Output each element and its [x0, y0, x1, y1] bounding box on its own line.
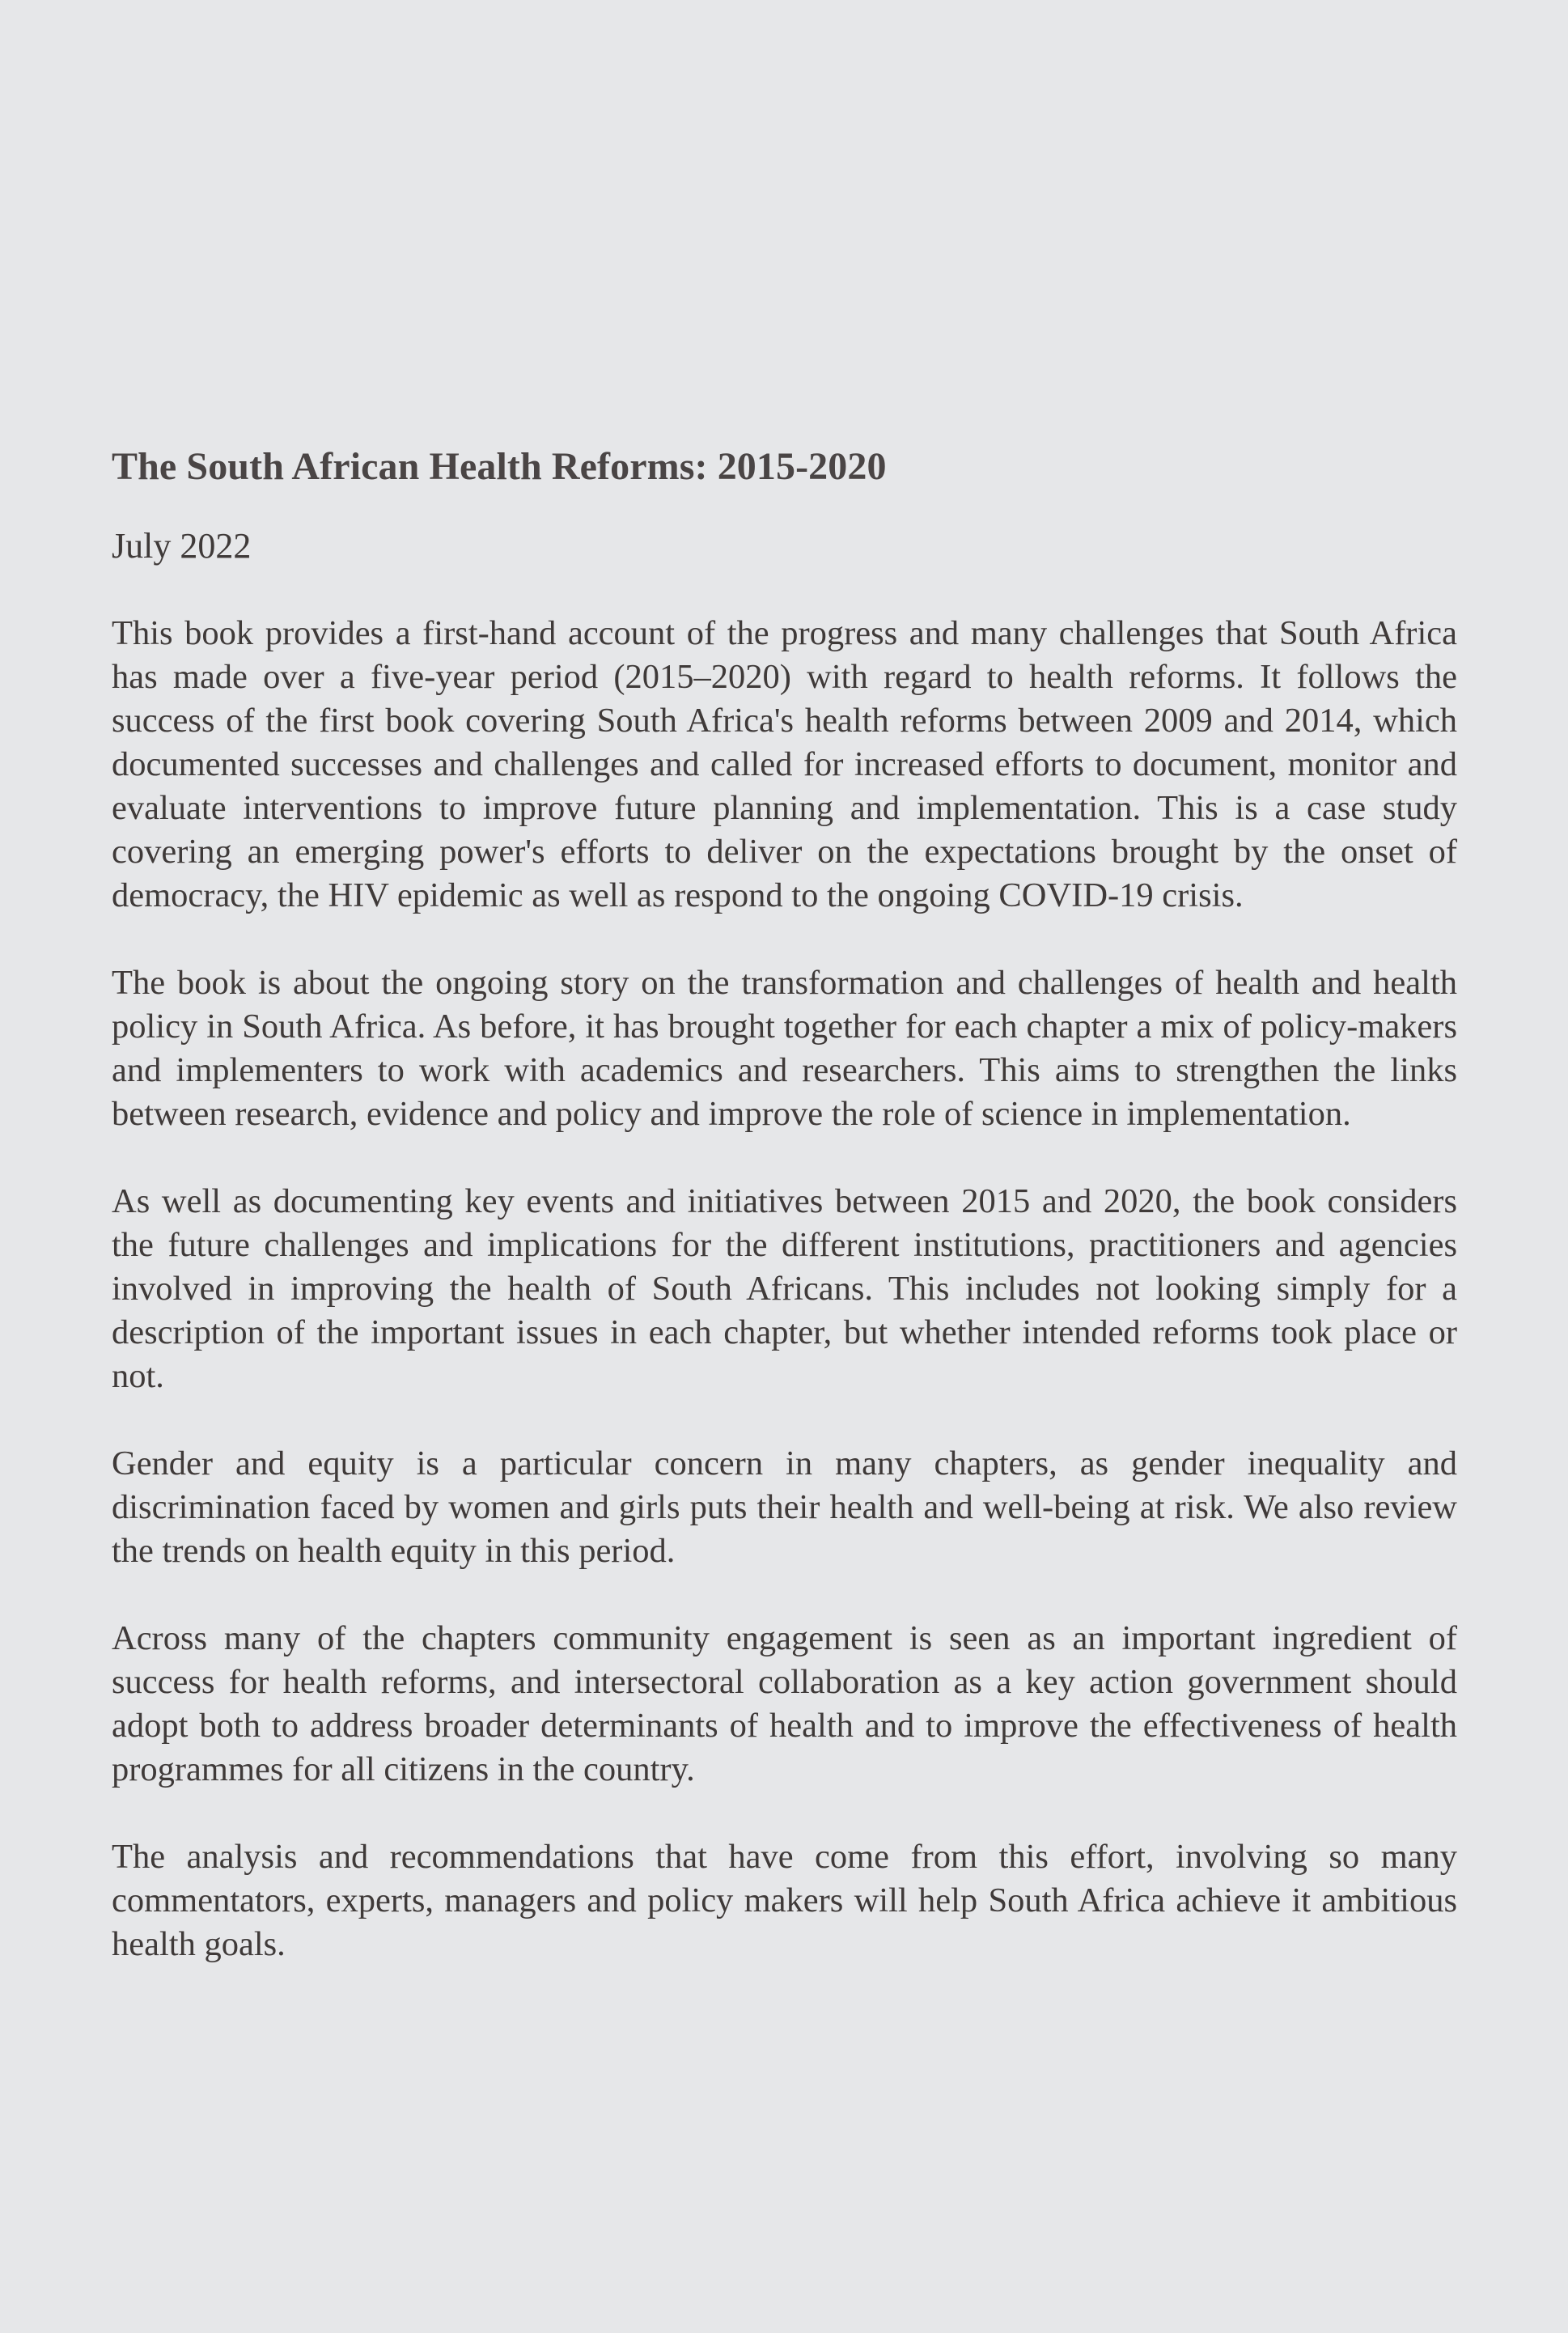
- paragraph-community-engagement: Across many of the chapters community engagement is seen as an important ingredient of success for health reforms, and intersectoral collaboration as a key action government should adopt both to address broader determinants of health and to improve the effectiveness of health programmes for all citizens in the country.: [112, 1619, 1457, 1788]
- paragraph-intro: This book provides a first-hand account of the progress and many challenges that South Africa has made over a five-year period (2015–2020) with regard to health reforms. It follows the success of the first book covering South Africa's health reforms between 2009 and 2014, which documented successes and challenges and called for increased efforts to document, monitor and evaluate interventions to improve future planning and implementation. This is a case study covering an emerging power's efforts to deliver on the expectations brought by the onset of democracy, the HIV epidemic as well as respond to the ongoing COVID-19 crisis.: [112, 614, 1457, 914]
- document-page: [112, 437, 1457, 1966]
- paragraph-gender-equity: Gender and equity is a particular concern in many chapters, as gender inequality and discrimination faced by women and girls puts their health and well-being at risk. We also review the trends on health equity in this period.: [112, 1444, 1457, 1570]
- publication-date: July 2022: [112, 526, 252, 566]
- document-title: The South African Health Reforms: 2015-2020: [112, 445, 887, 488]
- paragraph-ongoing-story: The book is about the ongoing story on the transformation and challenges of health and health policy in South Africa. As before, it has brought together for each chapter a mix of policy-makers and implementers to work with academics and researchers. This aims to strengthen the links between research, evidence and policy and improve the role of science in implementation.: [112, 964, 1457, 1133]
- paragraph-key-events: As well as documenting key events and initiatives between 2015 and 2020, the book considers the future challenges and implications for the different institutions, practitioners and agencies involved in improving the health of South Africans. This includes not looking simply for a description of the important issues in each chapter, but whether intended reforms took place or not.: [112, 1182, 1457, 1395]
- paragraph-analysis: The analysis and recommendations that have come from this effort, involving so many commentators, experts, managers and policy makers will help South Africa achieve it ambitious health goals.: [112, 1838, 1457, 1963]
